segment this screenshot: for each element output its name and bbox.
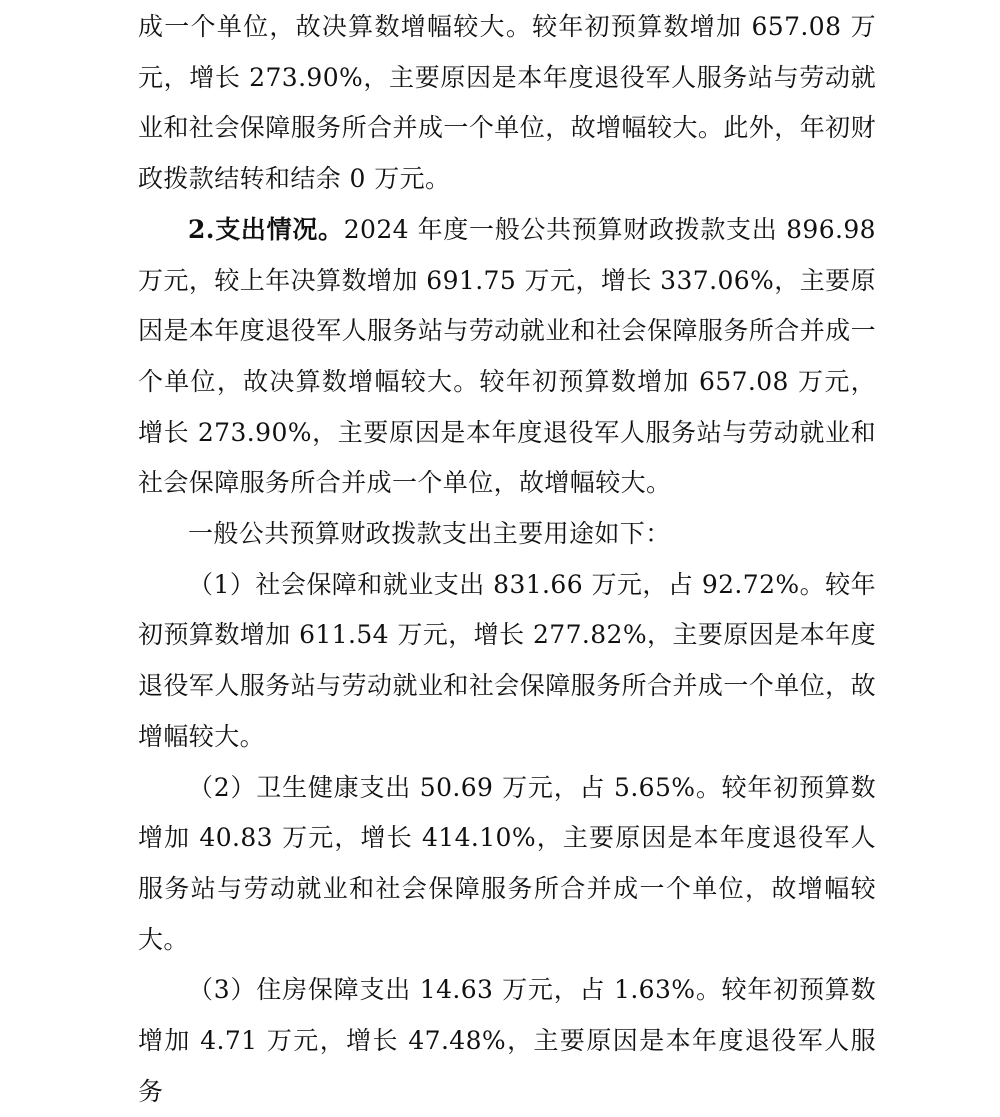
paragraph-text: 一般公共预算财政拨款支出主要用途如下： bbox=[188, 519, 671, 549]
document-body bbox=[138, 2, 876, 1117]
paragraph-text: （1）社会保障和就业支出 831.66 万元，占 92.72%。较年初预算数增加 611.54 万元，增长 277.82%，主要原因是本年度退役军人服务站与劳动就业和社会保障服务所合并成一个单位，故增幅较大。 bbox=[138, 569, 876, 751]
paragraph-usage-intro bbox=[138, 509, 876, 560]
paragraph-item-1 bbox=[138, 560, 876, 763]
paragraph-item-2 bbox=[138, 763, 876, 966]
section-heading: 2.支出情况。 bbox=[188, 214, 344, 244]
paragraph-text: （3）住房保障支出 14.63 万元，占 1.63%。较年初预算数增加 4.71 万元，增长 47.48%，主要原因是本年度退役军人服务 bbox=[138, 975, 876, 1106]
paragraph-continuation bbox=[138, 2, 876, 205]
paragraph-item-3 bbox=[138, 965, 876, 1117]
paragraph-text: 2024 年度一般公共预算财政拨款支出 896.98 万元，较上年决算数增加 691.75 万元，增长 337.06%，主要原因是本年度退役军人服务站与劳动就业和社会保障服务所合并成一个单位，故决算数增幅较大。较年初预算数增加 657.08 万元，增长 273.90%，主要原因是本年度退役军人服务站与劳动就业和社会保障服务所合并成一个单位，故增幅较大。 bbox=[138, 214, 876, 498]
paragraph-text: 成一个单位，故决算数增幅较大。较年初预算数增加 657.08 万元，增长 273.90%，主要原因是本年度退役军人服务站与劳动就业和社会保障服务所合并成一个单位，故增幅较大。此外，年初财政拨款结转和结余 0 万元。 bbox=[138, 12, 876, 194]
paragraph-text: （2）卫生健康支出 50.69 万元，占 5.65%。较年初预算数增加 40.83 万元，增长 414.10%，主要原因是本年度退役军人服务站与劳动就业和社会保障服务所合并成一个单位，故增幅较大。 bbox=[138, 772, 876, 954]
paragraph-expenditure bbox=[138, 205, 876, 509]
